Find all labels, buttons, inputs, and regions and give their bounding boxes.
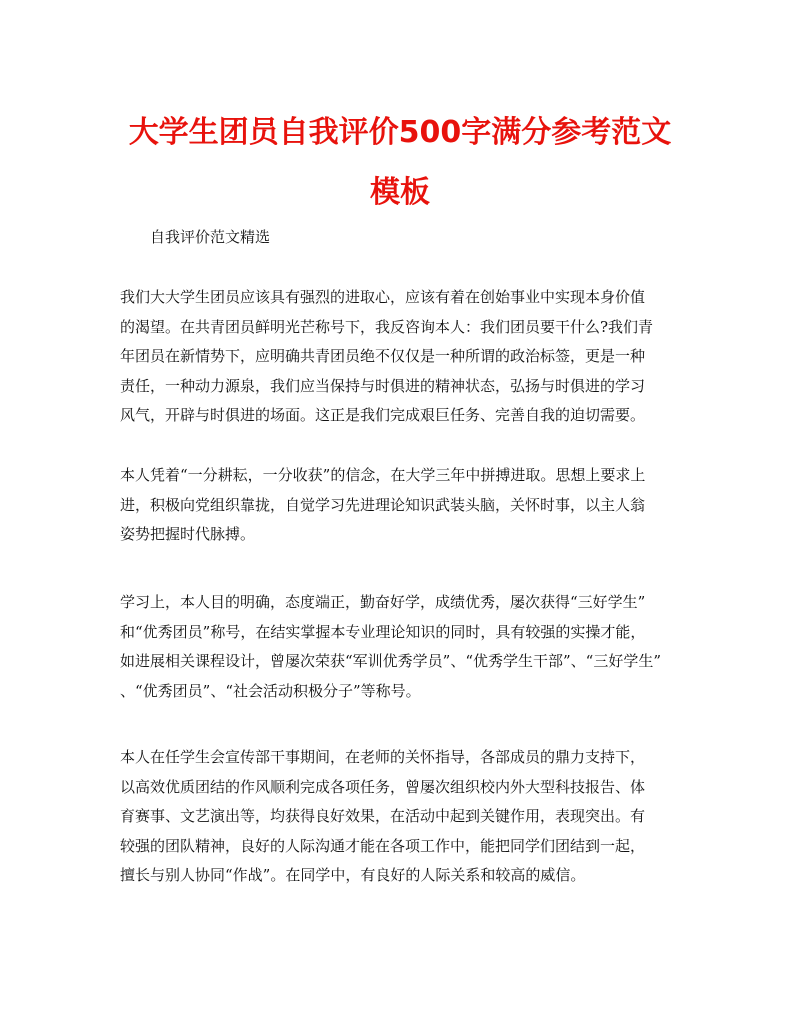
paragraph-2 <box>120 461 685 550</box>
paragraph-line: 学习上，本人目的明确，态度端正，勤奋好学，成绩优秀，屡次获得“三好学生” <box>120 593 646 611</box>
paragraph-line: 、“优秀团员”、“社会活动积极分子”等称号。 <box>120 681 421 700</box>
paragraph-1 <box>120 283 685 431</box>
paragraph-line: 本人在任学生会宣传部干事期间，在老师的关怀指导，各部成员的鼎力支持下， <box>120 748 646 766</box>
paragraph-line: 擅长与别人协同“作战”。在同学中，有良好的人际关系和较高的威信。 <box>120 866 586 884</box>
paragraph-line: 责任，一种动力源泉，我们应当保持与时俱进的精神状态，弘扬与时俱进的学习 <box>120 376 646 395</box>
paragraph-line: 我们大大学生团员应该具有强烈的进取心，应该有着在创始事业中实现本身价值 <box>120 288 646 306</box>
paragraph-4 <box>120 743 685 891</box>
paragraph-line: 风气，开辟与时俱进的场面。这正是我们完成艰巨任务、完善自我的迫切需要。 <box>120 406 646 424</box>
paragraph-line: 以高效优质团结的作风顺利完成各项任务，曾屡次组织校内外大型科技报告、体 <box>120 777 646 796</box>
paragraph-line: 的渴望。在共青团员鲜明光芒称号下，我反咨询本人：我们团员要干什么?我们青 <box>120 317 654 336</box>
paragraph-line: 育赛事、文艺演出等，均获得良好效果，在活动中起到关键作用，表现突出。有 <box>120 807 646 825</box>
document-subtitle: 自我评价范文精选 <box>150 228 271 246</box>
paragraph-line: 本人凭着“一分耕耘，一分收获”的信念，在大学三年中拼搏进取。思想上要求上 <box>120 466 646 484</box>
paragraph-line: 如进展相关课程设计，曾屡次荣获“军训优秀学员”、“优秀学生干部”、“三好学生” <box>120 652 662 670</box>
paragraph-line: 和“优秀团员”称号，在结实掌握本专业理论知识的同时，具有较强的实操才能， <box>120 622 646 641</box>
paragraph-line: 较强的团队精神，良好的人际沟通才能在各项工作中，能把同学们团结到一起， <box>120 836 646 855</box>
document-title-line-2: 模板 <box>370 175 430 210</box>
paragraph-line: 进，积极向党组织靠拢，自觉学习先进理论知识武装头脑，关怀时事，以主人翁 <box>120 495 646 514</box>
paragraph-3 <box>120 588 685 706</box>
paragraph-line: 年团员在新情势下，应明确共青团员绝不仅仅是一种所谓的政治标签，更是一种 <box>120 347 646 365</box>
paragraph-line: 姿势把握时代脉搏。 <box>120 525 256 543</box>
document-title-line-1: 大学生团员自我评价500字满分参考范文 <box>128 115 672 150</box>
